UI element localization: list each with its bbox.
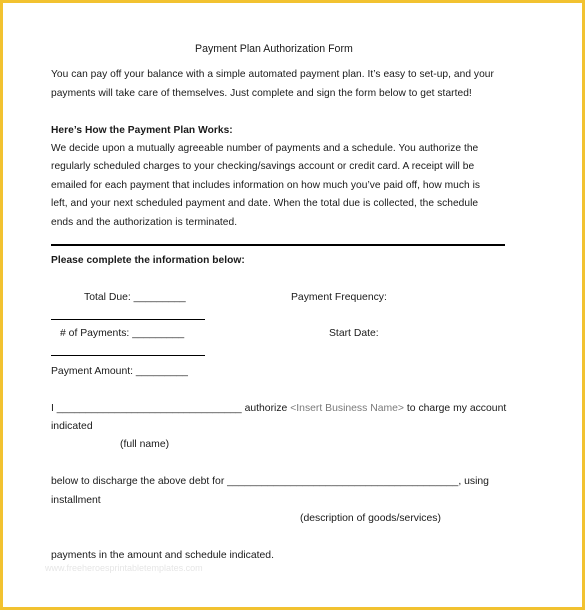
closing-line: payments in the amount and schedule indicated. — [51, 550, 274, 561]
authorize-prefix[interactable]: I ________________________________ authorize — [51, 403, 288, 414]
payment-frequency-label: Payment Frequency: — [291, 292, 387, 303]
authorize-line — [51, 402, 506, 415]
business-name-placeholder[interactable]: <Insert Business Name> — [290, 403, 404, 414]
num-payments-field[interactable]: # of Payments: _________ — [60, 328, 185, 339]
form-title: Payment Plan Authorization Form — [195, 43, 353, 55]
how-line-2: regularly scheduled charges to your checking/savings account or credit card. A receipt will be — [51, 161, 475, 172]
how-line-5: ends and the authorization is terminated. — [51, 217, 238, 228]
authorize-suffix: to charge my account — [406, 403, 507, 414]
how-it-works-heading: Here’s How the Payment Plan Works: — [51, 125, 233, 136]
section-divider — [51, 244, 505, 246]
intro-line-1: You can pay off your balance with a simple automated payment plan. It’s easy to set-up, and your — [51, 69, 494, 80]
discharge-line[interactable]: below to discharge the above debt for ________________________________________, using — [51, 476, 489, 487]
how-line-4: left, and your next scheduled payment and date. When the total due is collected, the schedule — [51, 198, 479, 209]
intro-line-2: payments will take care of themselves. Just complete and sign the form below to get started! — [51, 88, 472, 99]
payment-amount-field[interactable]: Payment Amount: _________ — [51, 366, 188, 377]
how-line-1: We decide upon a mutually agreeable number of payments and a schedule. You authorize the — [51, 143, 479, 154]
field-underline — [51, 355, 205, 356]
discharge-line-2: installment — [51, 495, 101, 506]
authorize-line-2: indicated — [51, 421, 93, 432]
field-underline — [51, 319, 205, 320]
full-name-caption: (full name) — [120, 439, 170, 450]
start-date-label: Start Date: — [329, 328, 379, 339]
complete-info-heading: Please complete the information below: — [51, 255, 245, 266]
goods-services-caption: (description of goods/services) — [300, 513, 441, 524]
watermark: www.freeheroesprintabletemplates.com — [45, 563, 203, 573]
total-due-field[interactable]: Total Due: _________ — [84, 292, 186, 303]
how-line-3: emailed for each payment that includes information on how much you’ve paid off, how much is — [51, 180, 481, 191]
